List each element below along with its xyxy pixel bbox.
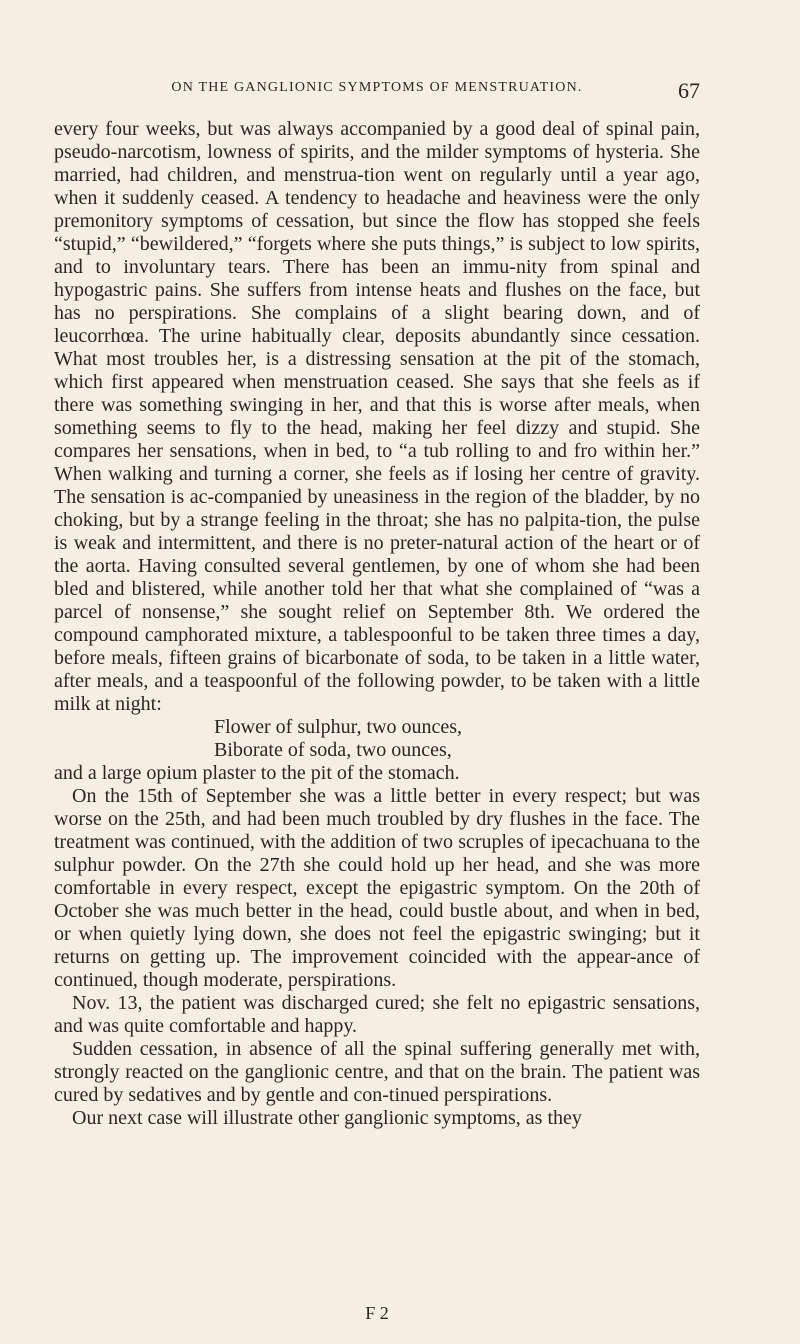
- paragraph: and a large opium plaster to the pit of the stomach.: [54, 762, 460, 784]
- paragraph: every four weeks, but was always accompanied by a good deal of spinal pain, pseudo-narcotism, lowness of spirits, and the milder symptoms of hysteria. She married, had children, and menstrua-tion went on regularly until a year ago, when it suddenly ceased. A tendency to headache and heaviness were the only premonitory symptoms of cessation, but since the flow has stopped she feels “stupid,” “bewildered,” “forgets where she puts things,” is subject to low spirits, and to involuntary tears. There has been an immu-nity from spinal and hypogastric pains. She suffers from intense heats and flushes on the face, but has no perspirations. She complains of a slight bearing down, and of leucorrhœa. The urine habitually clear, deposits abundantly since cessation. What most troubles her, is a distressing sensation at the pit of the stomach, which first appeared when menstruation ceased. She says that she feels as if there was something swinging in her, and that this is worse after meals, when something seems to fly to the head, making her feel dizzy and stupid. She compares her sensations, when in bed, to “a tub rolling to and fro within her.” When walking and turning a corner, she feels as if losing her centre of gravity. The sensation is ac-companied by uneasiness in the region of the bladder, by no choking, but by a strange feeling in the throat; she has no palpita-tion, the pulse is weak and intermittent, and there is no preter-natural action of the heart or of the aorta. Having consulted several gentlemen, by one of whom she had been bled and blistered, while another told her that what she complained of “was a parcel of nonsense,” she sought relief on September 8th. We ordered the compound camphorated mixture, a tablespoonful to be taken three times a day, before meals, fifteen grains of bicarbonate of soda, to be taken in a little water, after meals, and a teaspoonful of the following powder, to be taken with a little milk at night:: [54, 118, 700, 715]
- running-title: ON THE GANGLIONIC SYMPTOMS OF MENSTRUATION.: [171, 80, 583, 95]
- body-text: [54, 118, 700, 1130]
- page-number: 67: [678, 78, 700, 103]
- paragraph: Nov. 13, the patient was discharged cured; she felt no epigastric sensations, and was quite comfortable and happy.: [54, 992, 700, 1037]
- running-header: [54, 80, 700, 108]
- paragraph: Our next case will illustrate other ganglionic symptoms, as they: [72, 1107, 582, 1129]
- paragraph: On the 15th of September she was a little better in every respect; but was worse on the 25th, and had been much troubled by dry flushes in the face. The treatment was continued, with the addition of two scruples of ipecachuana to the sulphur powder. On the 27th she could hold up her head, and she was more comfortable in every respect, except the epigastric symptom. On the 20th of October she was much better in the head, could bustle about, and when in bed, or when quietly lying down, she does not feel the epigastric swinging; but it returns on getting up. The improvement coincided with the appear-ance of continued, though moderate, perspirations.: [54, 785, 700, 991]
- signature-mark: F 2: [365, 1303, 389, 1323]
- paragraph: Sudden cessation, in absence of all the spinal suffering generally met with, strongly reacted on the ganglionic centre, and that on the brain. The patient was cured by sedatives and by gentle and con-tinued perspirations.: [54, 1038, 700, 1106]
- prescription-line: Biborate of soda, two ounces,: [214, 739, 452, 761]
- prescription-line: Flower of sulphur, two ounces,: [214, 716, 463, 738]
